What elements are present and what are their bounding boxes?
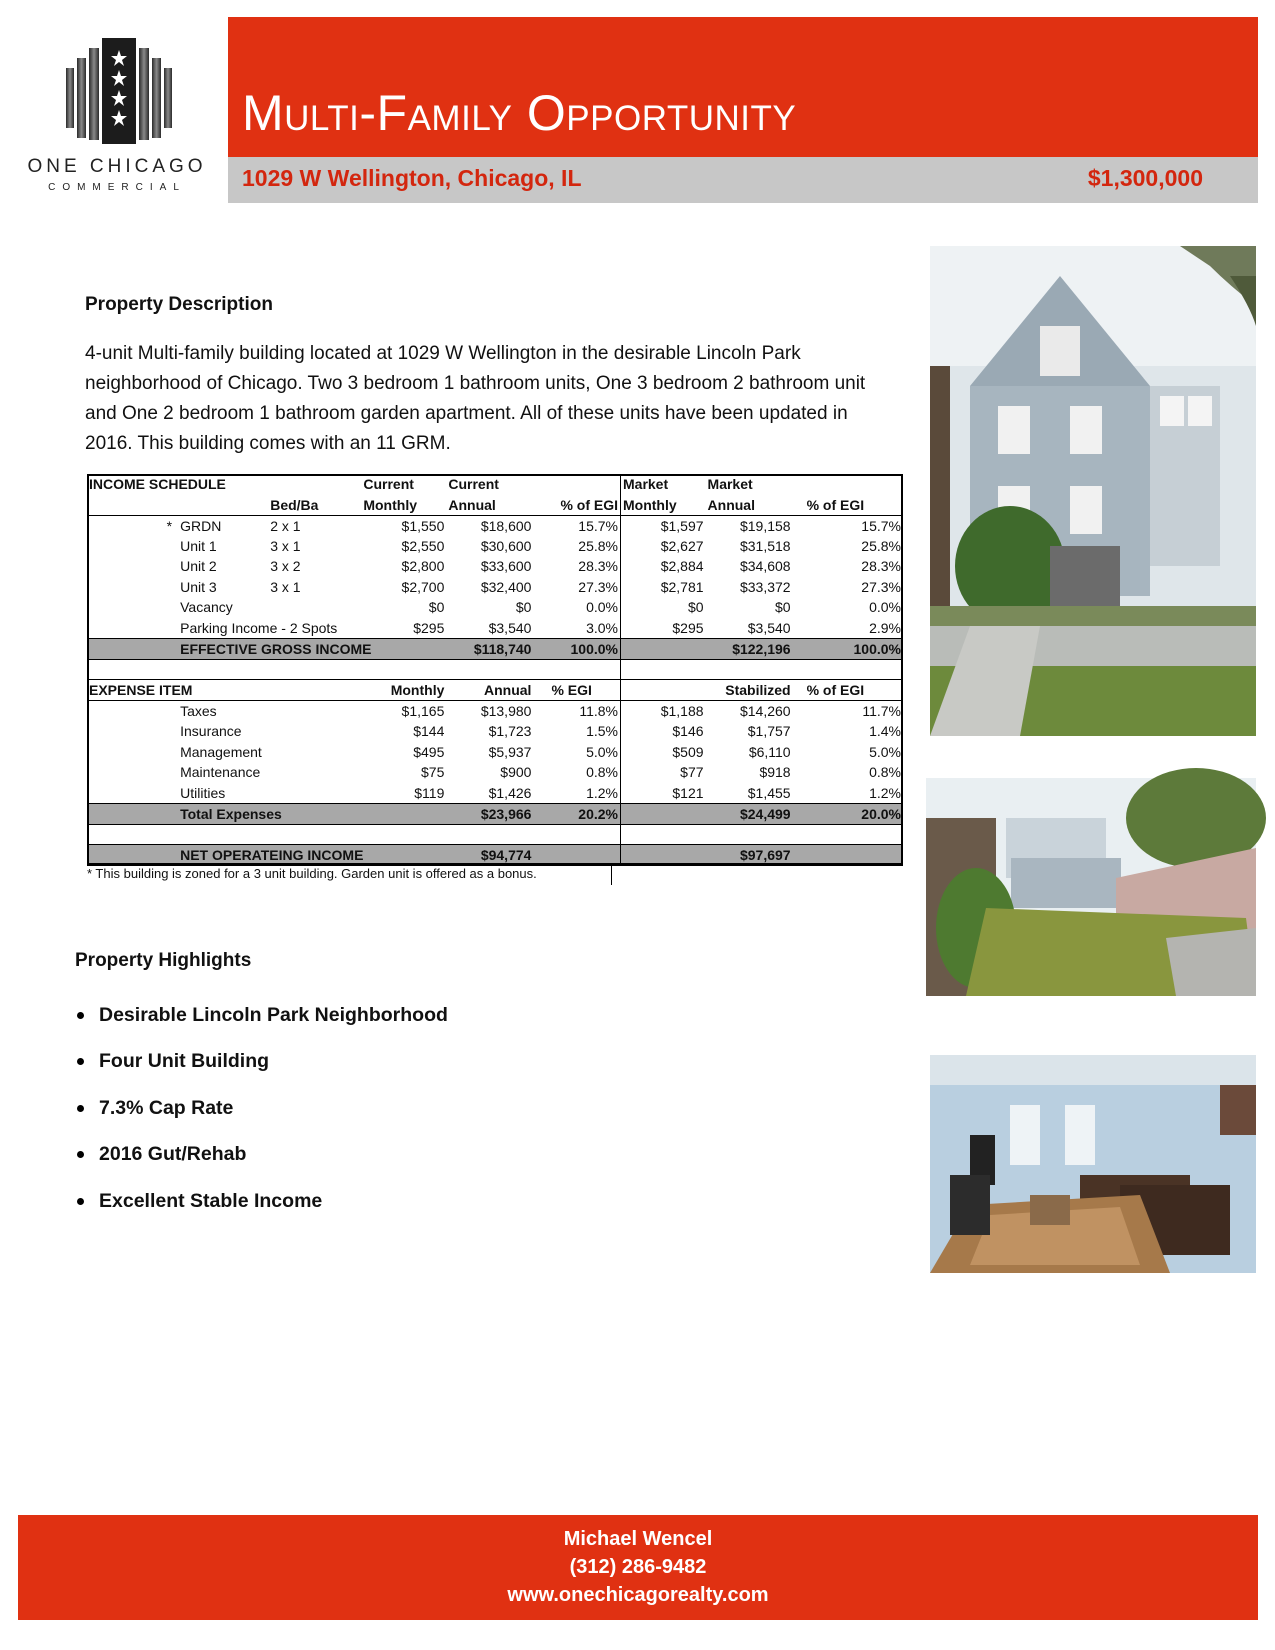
- row-marker: [87, 618, 178, 639]
- table-cell: $18,600: [480, 517, 532, 534]
- egi-total-row: [87, 638, 903, 659]
- highlight-item: [75, 1178, 448, 1225]
- bullet-icon: [77, 1198, 84, 1205]
- table-cell: $2,627: [660, 537, 704, 554]
- table-cell: 28.3%: [861, 558, 901, 575]
- table-cell: $295: [672, 619, 704, 636]
- spacer-row: [87, 824, 903, 845]
- col-header: Current: [363, 476, 414, 493]
- highlights-heading: Property Highlights: [75, 950, 252, 971]
- highlight-text: Excellent Stable Income: [99, 1189, 323, 1212]
- table-cell: $495: [413, 743, 445, 760]
- row-marker: [87, 536, 178, 557]
- row-label: Vacancy: [180, 599, 233, 616]
- row-label: Management: [180, 743, 262, 760]
- table-cell: 27.3%: [861, 578, 901, 595]
- row-marker: [87, 597, 178, 618]
- table-cell: 0.8%: [869, 764, 901, 781]
- table-cell: $14,260: [739, 703, 791, 719]
- row-bedba: 2 x 1: [270, 517, 301, 534]
- description-body: 4-unit Multi-family building located at 1029 W Wellington in the desirable Lincoln Park neighborhood of Chicago. Two 3 bedroom 1 bathroom units, One 3 bedroom 2 bathroom unit and One 2 bedroom 1 bathroom garden apartment. All of these units have been updated in 2016. This building comes with an 11 GRM.: [85, 343, 866, 454]
- table-row: [87, 577, 903, 598]
- col-header: [87, 495, 178, 516]
- table-cell: $0: [775, 599, 791, 616]
- table-cell: $97,697: [706, 845, 793, 866]
- table-cell: [87, 721, 178, 742]
- table-cell: $32,400: [480, 578, 532, 595]
- table-row: [87, 556, 903, 577]
- table-cell: 5.0%: [533, 742, 620, 763]
- table-cell: $31,518: [739, 537, 791, 554]
- website-link[interactable]: www.onechicagorealty.com: [507, 1584, 769, 1606]
- table-cell: 5.0%: [869, 743, 901, 760]
- table-cell: $2,800: [401, 558, 445, 575]
- table-cell: $75: [421, 764, 445, 781]
- table-cell: 20.2%: [533, 803, 620, 824]
- table-cell: $1,165: [401, 703, 445, 719]
- agent-phone: (312) 286-9482: [569, 1556, 707, 1578]
- table-cell: 15.7%: [861, 517, 901, 534]
- col-header: % of EGI: [793, 680, 903, 701]
- table-cell: $2,781: [660, 578, 704, 595]
- col-header: [533, 474, 620, 495]
- row-label: Insurance: [180, 723, 242, 740]
- table-row: [87, 515, 903, 536]
- table-cell: 1.2%: [533, 783, 620, 804]
- property-address: 1029 W Wellington, Chicago, IL: [242, 165, 582, 191]
- table-cell: $1,426: [488, 784, 532, 801]
- row-label: GRDN: [180, 517, 222, 534]
- bullet-icon: [77, 1105, 84, 1112]
- table-cell: $30,600: [480, 537, 532, 554]
- table-cell: 2.9%: [869, 619, 901, 636]
- highlight-item: [75, 1039, 448, 1086]
- row-label: Maintenance: [180, 764, 261, 781]
- egi-label: EFFECTIVE GROSS INCOME: [178, 638, 446, 659]
- col-header: Annual: [446, 495, 533, 516]
- table-cell: $34,608: [739, 558, 791, 575]
- table-cell: 20.0%: [793, 803, 903, 824]
- expense-total-row: [87, 803, 903, 824]
- income-subheader-row: [87, 495, 903, 516]
- table-cell: $122,196: [706, 638, 793, 659]
- table-cell: $0: [428, 599, 445, 616]
- table-cell: 25.8%: [533, 536, 620, 557]
- building-exterior-photo: [930, 246, 1256, 736]
- row-marker: [87, 556, 178, 577]
- table-cell: $900: [500, 764, 532, 781]
- highlight-text: Desirable Lincoln Park Neighborhood: [99, 1003, 448, 1026]
- col-header: Market: [623, 476, 669, 493]
- table-cell: $2,700: [401, 578, 445, 595]
- table-cell: $1,757: [747, 723, 791, 740]
- row-label: Unit 1: [180, 537, 217, 554]
- col-header: Annual: [706, 495, 793, 516]
- table-cell: $77: [680, 764, 704, 781]
- table-cell: $3,540: [747, 619, 791, 636]
- table-cell: $118,740: [446, 638, 533, 659]
- table-cell: 0.8%: [533, 762, 620, 783]
- col-header: % EGI: [533, 680, 620, 701]
- table-cell: $94,774: [446, 845, 533, 866]
- table-cell: $3,540: [488, 619, 532, 636]
- highlight-item: [75, 992, 448, 1039]
- row-label: Unit 2: [180, 558, 217, 575]
- contact-footer: [18, 1515, 1258, 1620]
- row-bedba: [268, 597, 361, 618]
- expense-heading: EXPENSE ITEM: [87, 680, 361, 701]
- table-cell: $295: [413, 619, 445, 636]
- col-header: Stabilized: [706, 680, 793, 701]
- col-header: Bed/Ba: [268, 495, 361, 516]
- table-cell: $23,966: [446, 803, 533, 824]
- table-cell: [87, 762, 178, 783]
- bullet-icon: [77, 1058, 84, 1065]
- table-row: [87, 762, 903, 783]
- table-cell: 100.0%: [793, 638, 903, 659]
- row-label: Parking Income - 2 Spots: [180, 619, 338, 636]
- table-cell: 11.7%: [862, 703, 901, 719]
- highlight-text: 2016 Gut/Rehab: [99, 1143, 247, 1166]
- row-bedba: 3 x 1: [270, 578, 301, 595]
- table-row: [87, 618, 903, 639]
- bullet-icon: [77, 1012, 84, 1019]
- row-bedba: 3 x 2: [270, 558, 301, 575]
- table-row: [87, 742, 903, 763]
- table-cell: $13,980: [480, 703, 532, 719]
- table-row: [87, 597, 903, 618]
- table-cell: [87, 783, 178, 804]
- logo-name: ONE CHICAGO: [27, 156, 207, 177]
- col-header: Monthly: [361, 680, 446, 701]
- table-cell: $2,550: [401, 537, 445, 554]
- row-marker: *: [166, 517, 173, 534]
- company-logo: [22, 38, 212, 198]
- table-cell: 0.0%: [533, 597, 620, 618]
- income-expense-table: [87, 474, 903, 866]
- skyline-logo-icon: [64, 38, 174, 148]
- table-cell: 25.8%: [861, 537, 901, 554]
- expense-header-row: [87, 680, 903, 701]
- table-cell: $2,884: [660, 558, 704, 575]
- footnote-divider: [611, 866, 612, 885]
- table-cell: $6,110: [748, 743, 791, 760]
- table-cell: $24,499: [706, 803, 793, 824]
- table-cell: $0: [515, 599, 532, 616]
- row-marker: [87, 577, 178, 598]
- highlight-text: 7.3% Cap Rate: [99, 1096, 234, 1119]
- table-cell: $121: [672, 784, 704, 801]
- col-header: Market: [707, 476, 753, 493]
- table-cell: $1,723: [488, 723, 532, 740]
- logo-subtitle: COMMERCIAL: [48, 182, 186, 193]
- bullet-icon: [77, 1151, 84, 1158]
- col-header: Monthly: [361, 495, 446, 516]
- col-header: Current: [448, 476, 499, 493]
- table-row: [87, 536, 903, 557]
- noi-label: NET OPERATEING INCOME: [178, 845, 446, 866]
- noi-row: [87, 845, 903, 866]
- table-cell: 11.8%: [533, 701, 620, 722]
- table-cell: [87, 742, 178, 763]
- spacer-row: [87, 659, 903, 680]
- table-cell: 1.5%: [533, 721, 620, 742]
- table-cell: $0: [687, 599, 704, 616]
- highlight-text: Four Unit Building: [99, 1050, 270, 1073]
- income-heading: INCOME SCHEDULE: [89, 476, 226, 493]
- table-cell: $1,188: [660, 703, 704, 719]
- property-price: $1,300,000: [1087, 165, 1203, 191]
- table-cell: 0.0%: [869, 599, 901, 616]
- table-cell: $19,158: [739, 517, 791, 534]
- table-cell: $1,455: [747, 784, 791, 801]
- table-cell: $144: [413, 723, 445, 740]
- col-header: % of EGI: [533, 495, 620, 516]
- table-cell: 1.2%: [869, 784, 901, 801]
- table-cell: $918: [759, 764, 791, 781]
- col-header: Monthly: [621, 495, 706, 516]
- highlight-item: [75, 1085, 448, 1132]
- description-heading: Property Description: [85, 294, 273, 315]
- page-title: Multi-Family Opportunity: [242, 85, 797, 141]
- col-header: Annual: [446, 680, 533, 701]
- table-cell: [87, 701, 178, 722]
- table-row: [87, 701, 903, 722]
- table-footnote: * This building is zoned for a 3 unit building. Garden unit is offered as a bonus.: [87, 866, 537, 881]
- table-cell: $119: [414, 784, 445, 801]
- table-row: [87, 783, 903, 804]
- income-header-row: [87, 474, 903, 495]
- backyard-photo: [926, 778, 1256, 996]
- table-row: [87, 721, 903, 742]
- table-cell: $5,937: [488, 743, 532, 760]
- table-cell: $1,550: [401, 517, 445, 534]
- table-cell: 1.4%: [869, 723, 901, 740]
- row-label: Taxes: [180, 703, 217, 719]
- col-header: % of EGI: [793, 495, 903, 516]
- row-bedba: 3 x 1: [270, 537, 301, 554]
- row-label: Unit 3: [180, 578, 217, 595]
- expense-total-label: Total Expenses: [178, 803, 446, 824]
- table-cell: 27.3%: [533, 577, 620, 598]
- table-cell: $1,597: [660, 517, 704, 534]
- table-cell: 3.0%: [533, 618, 620, 639]
- table-cell: 15.7%: [533, 515, 620, 536]
- highlights-list: [75, 992, 448, 1225]
- table-cell: $33,600: [480, 558, 532, 575]
- row-label: Utilities: [180, 784, 226, 801]
- table-cell: 28.3%: [533, 556, 620, 577]
- table-cell: $509: [672, 743, 704, 760]
- agent-name: Michael Wencel: [563, 1528, 713, 1550]
- table-cell: 100.0%: [533, 638, 620, 659]
- table-cell: $33,372: [739, 578, 791, 595]
- col-header: [793, 474, 903, 495]
- col-header: [178, 495, 268, 516]
- highlight-item: [75, 1132, 448, 1179]
- living-room-photo: [930, 1055, 1256, 1273]
- table-cell: $146: [672, 723, 704, 740]
